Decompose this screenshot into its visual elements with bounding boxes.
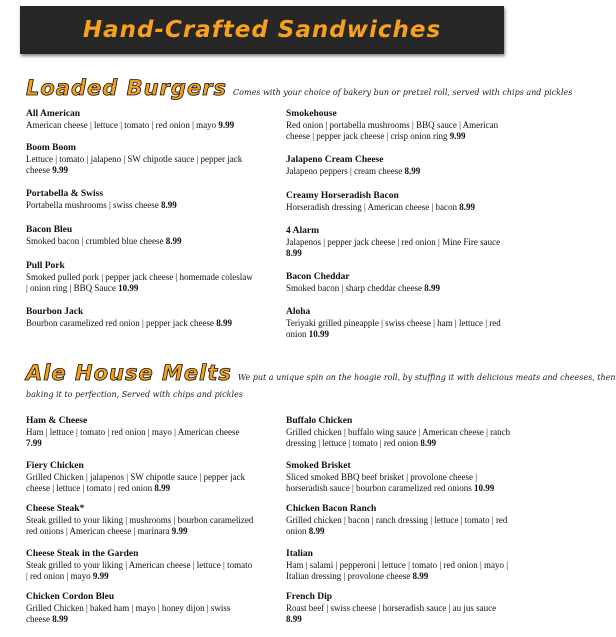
item-price: 8.99 bbox=[404, 166, 421, 176]
item-price: 8.99 bbox=[216, 318, 232, 328]
item-name: Cheese Steak* bbox=[26, 504, 85, 514]
item-name: Italian bbox=[286, 549, 313, 559]
item-name: Jalapeno Cream Cheese bbox=[286, 155, 384, 165]
item-name: Chicken Cordon Bleu bbox=[26, 592, 115, 602]
section-header-ale-house-melts bbox=[26, 361, 616, 385]
item-description: Steak grilled to your liking | mushrooms | bourbon caramelized red onions | American cheese | marinara 9.99 bbox=[26, 515, 254, 536]
item-description: Ham | salami | pepperoni | lettuce | tomato | red onion | mayo | Italian dressing | provolone cheese 8.99 bbox=[286, 560, 509, 581]
section-title: Ale House Melts bbox=[26, 361, 232, 385]
item-name: Aloha bbox=[286, 307, 311, 317]
item-description: American cheese | lettuce | tomato | red onion | mayo 9.99 bbox=[26, 120, 235, 130]
item-name: Buffalo Chicken bbox=[286, 416, 353, 426]
item-name: Fiery Chicken bbox=[26, 461, 84, 471]
item-name: French Dip bbox=[286, 592, 333, 602]
menu-item bbox=[26, 189, 254, 211]
section-title: Loaded Burgers bbox=[26, 76, 228, 100]
item-price: 8.99 bbox=[424, 283, 440, 293]
item-price: 8.99 bbox=[308, 526, 325, 536]
item-name: 4 Alarm bbox=[286, 226, 319, 236]
menu-item bbox=[26, 109, 254, 131]
item-price: 9.99 bbox=[171, 526, 188, 536]
menu-item bbox=[286, 155, 514, 177]
item-description: Jalapenos | pepper jack cheese | red onion | Mine Fire sauce 8.99 bbox=[286, 237, 501, 258]
item-name: Portabella & Swiss bbox=[26, 189, 104, 199]
item-description: Horseradish dressing | American cheese | bacon 8.99 bbox=[286, 202, 476, 212]
menu-item bbox=[286, 191, 514, 213]
menu-item bbox=[286, 109, 514, 142]
item-description: Roast beef | swiss cheese | horseradish sauce | au jus sauce 8.99 bbox=[286, 603, 497, 624]
item-name: Ham & Cheese bbox=[26, 416, 88, 426]
menu-item bbox=[286, 307, 514, 340]
menu-item bbox=[26, 416, 254, 449]
item-price: 8.99 bbox=[165, 236, 182, 246]
item-name: Cheese Steak in the Garden bbox=[26, 549, 139, 559]
item-price: 8.99 bbox=[412, 571, 429, 581]
section-description: We put a unique spin on the hoagie roll, by stuffing it with delicious meats and cheeses, then bbox=[237, 373, 616, 382]
menu-item bbox=[26, 261, 254, 294]
menu-item bbox=[26, 225, 254, 247]
item-price: 9.99 bbox=[449, 131, 466, 141]
menu-item bbox=[286, 416, 514, 449]
item-price: 10.99 bbox=[118, 283, 139, 293]
item-description: Smoked bacon | crumbled blue cheese 8.99 bbox=[26, 236, 182, 246]
menu-item bbox=[26, 592, 254, 625]
menu-item bbox=[286, 592, 514, 625]
item-description: Smoked pulled pork | pepper jack cheese | homemade coleslaw | onion ring | BBQ Sauce 10.99 bbox=[26, 272, 253, 293]
title-banner bbox=[20, 6, 504, 54]
item-price: 8.99 bbox=[286, 614, 302, 624]
item-description: Portabella mushrooms | swiss cheese 8.99 bbox=[26, 200, 177, 210]
item-name: Pull Pork bbox=[26, 261, 65, 271]
page-title: Hand-Crafted Sandwiches bbox=[82, 17, 442, 43]
item-name: Boom Boom bbox=[26, 143, 76, 153]
item-price: 8.99 bbox=[52, 614, 68, 624]
item-price: 10.99 bbox=[474, 483, 495, 493]
item-description: Lettuce | tomato | jalapeno | SW chipotle sauce | pepper jack cheese 9.99 bbox=[26, 154, 243, 175]
item-description: Ham | lettuce | tomato | red onion | mayo | American cheese 7.99 bbox=[26, 427, 240, 448]
section-description-continued: baking it to perfection, Served with chips and pickles bbox=[26, 390, 243, 399]
item-price: 8.99 bbox=[459, 202, 476, 212]
item-name: Creamy Horseradish Bacon bbox=[286, 191, 399, 201]
item-price: 8.99 bbox=[154, 483, 171, 493]
item-description: Smoked bacon | sharp cheddar cheese 8.99 bbox=[286, 283, 440, 293]
menu-item bbox=[286, 272, 514, 294]
item-price: 8.99 bbox=[161, 200, 177, 210]
menu-item bbox=[26, 504, 254, 537]
menu-item bbox=[286, 226, 514, 259]
item-price: 8.99 bbox=[286, 248, 302, 258]
item-price: 8.99 bbox=[420, 438, 437, 448]
item-name: All American bbox=[26, 109, 81, 119]
item-description: Grilled Chicken | jalapenos | SW chipotle sauce | pepper jack cheese | lettuce | tomato | red onion 8.99 bbox=[26, 472, 246, 493]
menu-item bbox=[286, 461, 514, 494]
item-description: Bourbon caramelized red onion | pepper jack cheese 8.99 bbox=[26, 318, 232, 328]
item-price: 9.99 bbox=[92, 571, 109, 581]
item-description: Red onion | portabella mushrooms | BBQ sauce | American cheese | pepper jack cheese | crisp onion ring 9.99 bbox=[286, 120, 499, 141]
item-description: Grilled Chicken | baked ham | mayo | honey dijon | swiss cheese 8.99 bbox=[26, 603, 231, 624]
item-name: Bacon Bleu bbox=[26, 225, 73, 235]
item-description: Sliced smoked BBQ beef brisket | provolone cheese | horseradish sauce | bourbon caramelized red onions 10.99 bbox=[286, 472, 495, 493]
item-name: Bacon Cheddar bbox=[286, 272, 350, 282]
item-price: 10.99 bbox=[308, 329, 330, 339]
section-header-loaded-burgers bbox=[26, 76, 572, 100]
item-description: Grilled chicken | bacon | ranch dressing | lettuce | tomato | red onion 8.99 bbox=[286, 515, 508, 536]
menu-item bbox=[286, 549, 514, 582]
menu-item bbox=[26, 461, 254, 494]
item-name: Bourbon Jack bbox=[26, 307, 84, 317]
item-name: Chicken Bacon Ranch bbox=[286, 504, 377, 514]
item-description: Grilled chicken | buffalo wing sauce | American cheese | ranch dressing | lettuce | tomato | red onion 8.99 bbox=[286, 427, 511, 448]
item-name: Smoked Brisket bbox=[286, 461, 351, 471]
item-name: Smokehouse bbox=[286, 109, 337, 119]
menu-item bbox=[286, 504, 514, 537]
item-description: Jalapeno peppers | cream cheese 8.99 bbox=[286, 166, 421, 176]
menu-item bbox=[26, 549, 254, 582]
menu-item bbox=[26, 143, 254, 176]
item-description: Steak grilled to your liking | American cheese | lettuce | tomato | red onion | mayo 9.99 bbox=[26, 560, 253, 581]
section-description: Comes with your choice of bakery bun or pretzel roll, served with chips and pickles bbox=[233, 88, 573, 97]
item-price: 9.99 bbox=[52, 165, 68, 175]
item-description: Teriyaki grilled pineapple | swiss cheese | ham | lettuce | red onion 10.99 bbox=[286, 318, 501, 339]
item-price: 9.99 bbox=[218, 120, 235, 130]
menu-item bbox=[26, 307, 254, 329]
item-price: 7.99 bbox=[26, 438, 42, 448]
